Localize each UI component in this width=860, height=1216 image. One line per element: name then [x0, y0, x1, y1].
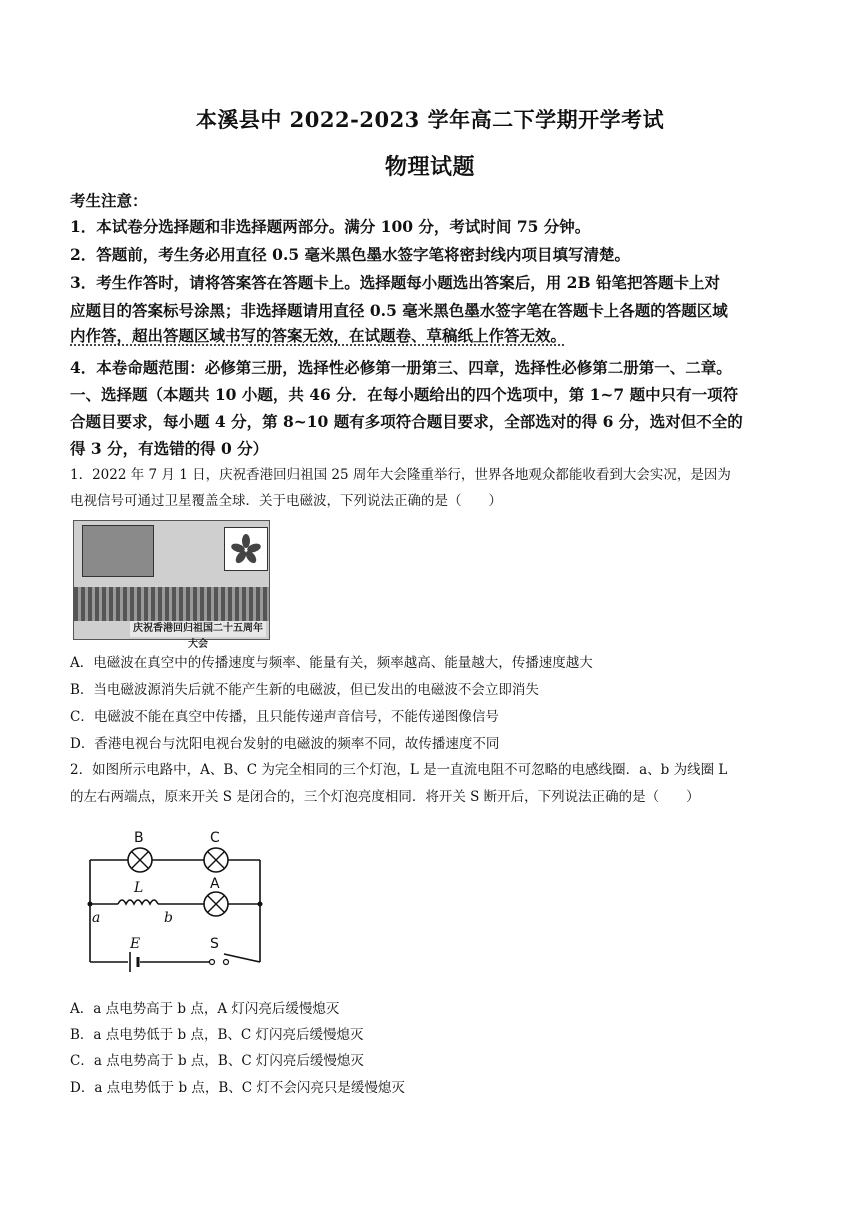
q2-option-d: D．a 点电势低于 b 点，B、C 灯不会闪亮只是缓慢熄灭	[70, 1080, 405, 1096]
notice-item-3-cont: 应题目的答案标号涂黑；非选择题请用直径 0.5 毫米黑色墨水签字笔在答题卡上各题的答题区域	[70, 301, 728, 320]
flag-image	[82, 525, 154, 577]
label-b-point: b	[164, 910, 173, 926]
section1-line-2: 合题目要求，每小题 4 分，第 8~10 题有多项符合题目要求，全部选对的得 6 分，选对但不全的	[70, 412, 743, 431]
label-c: C	[210, 830, 220, 846]
exam-title: 本溪县中 2022-2023 学年高二下学期开学考试	[195, 107, 665, 132]
notice-item-1: 1．本试卷分选择题和非选择题两部分。满分 100 分，考试时间 75 分钟。	[70, 217, 591, 236]
notice-item-3: 3．考生作答时，请将答案答在答题卡上。选择题每小题选出答案后，用 2B 铅笔把答题卡上对	[70, 273, 720, 292]
label-a: A	[210, 876, 220, 892]
switch-icon	[210, 960, 229, 965]
label-b: B	[134, 830, 144, 846]
photo-banner: 庆祝香港回归祖国二十五周年大会	[130, 621, 266, 637]
bauhinia-flag-image	[224, 527, 268, 571]
label-a-point: a	[92, 910, 101, 926]
section1-line-1: 一、选择题（本题共 10 小题，共 46 分．在每小题给出的四个选项中，第 1~7 题中只有一项符	[70, 385, 739, 404]
q1-stem-line-2: 电视信号可通过卫星覆盖全球．关于电磁波，下列说法正确的是（ ）	[70, 493, 502, 509]
q2-option-a: A．a 点电势高于 b 点，A 灯闪亮后缓慢熄灭	[70, 1001, 340, 1017]
notice-item-3-end: 内作答，超出答题区域书写的答案无效，在试题卷、草稿纸上作答无效。	[70, 326, 567, 345]
q2-circuit-diagram	[80, 822, 275, 982]
notice-item-4: 4．本卷命题范围：必修第三册，选择性必修第一册第三、四章，选择性必修第二册第一、二章。	[70, 358, 732, 377]
q2-option-b: B．a 点电势低于 b 点，B、C 灯闪亮后缓慢熄灭	[70, 1027, 364, 1043]
q1-option-a: A．电磁波在真空中的传播速度与频率、能量有关，频率越高、能量越大，传播速度越大	[70, 655, 593, 671]
q1-photo	[73, 520, 270, 650]
battery-icon	[130, 952, 138, 972]
notice-item-2: 2．答题前，考生务必用直径 0.5 毫米黑色墨水签字笔将密封线内项目填写清楚。	[70, 245, 631, 264]
q1-option-d: D．香港电视台与沈阳电视台发射的电磁波的频率不同，故传播速度不同	[70, 736, 500, 752]
label-e: E	[130, 936, 141, 952]
crowd-image	[74, 587, 269, 621]
q2-option-c: C．a 点电势高于 b 点，B、C 灯闪亮后缓慢熄灭	[70, 1053, 364, 1069]
label-l: L	[134, 880, 144, 896]
exam-subtitle: 物理试题	[384, 154, 475, 180]
q1-option-c: C．电磁波不能在真空中传播，且只能传递声音信号，不能传递图像信号	[70, 709, 499, 725]
label-s: S	[210, 936, 219, 952]
q2-stem-line-2: 的左右两端点，原来开关 S 是闭合的，三个灯泡亮度相同．将开关 S 断开后，下列说法正确的是（ ）	[70, 789, 700, 805]
q2-stem-line-1: 2．如图所示电路中，A、B、C 为完全相同的三个灯泡，L 是一直流电阻不可忽略的电感线圈．a、b 为线圈 L	[70, 762, 728, 778]
q1-option-b: B．当电磁波源消失后就不能产生新的电磁波，但已发出的电磁波不会立即消失	[70, 682, 539, 698]
q1-stem-line-1: 1．2022 年 7 月 1 日，庆祝香港回归祖国 25 周年大会隆重举行，世界各地观众都能收看到大会实况，是因为	[70, 467, 731, 483]
notice-heading: 考生注意：	[70, 191, 148, 210]
section1-line-3: 得 3 分，有选错的得 0 分）	[70, 439, 269, 458]
